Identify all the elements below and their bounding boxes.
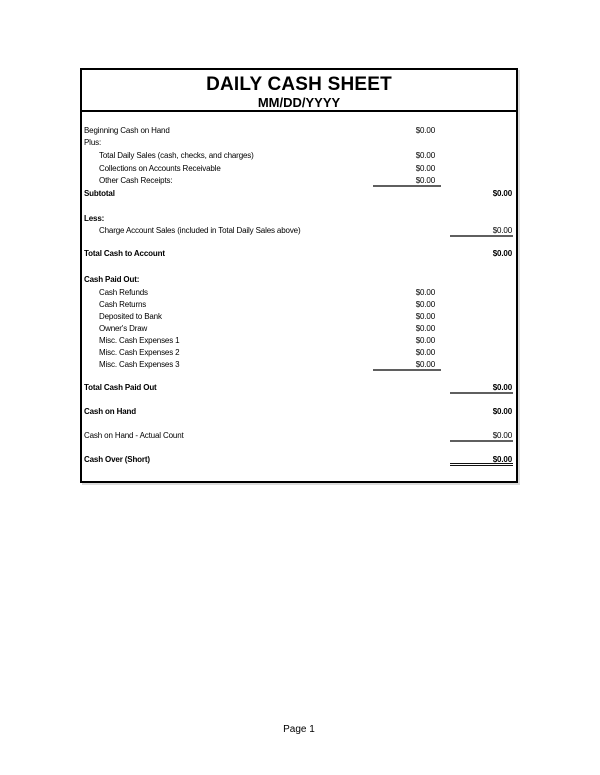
row-label: Less:: [84, 214, 105, 223]
form-body: [82, 112, 516, 481]
row-misc-cash-expenses-3: [82, 359, 516, 371]
row-cash-on-hand: [82, 406, 516, 418]
row-other-cash-receipts: [82, 175, 516, 187]
row-label: Cash on Hand: [84, 407, 136, 416]
row-label: Cash Over (Short): [84, 455, 150, 464]
row-label: Misc. Cash Expenses 3: [99, 360, 180, 369]
row-value: $0.00: [492, 249, 512, 258]
row-label: Total Cash Paid Out: [84, 383, 157, 392]
row-deposited-to-bank: [82, 311, 516, 323]
row-value: $0.00: [415, 312, 435, 321]
page-number: Page 1: [283, 724, 315, 735]
row-label: Cash on Hand - Actual Count: [84, 431, 184, 440]
row-value: $0.00: [415, 164, 435, 173]
row-cash-over-short: [82, 454, 516, 466]
row-value-underlined: $0.00: [450, 430, 513, 442]
row-value: $0.00: [415, 126, 435, 135]
row-value-underlined: $0.00: [373, 359, 441, 371]
row-value: $0.00: [415, 288, 435, 297]
row-label: Owner's Draw: [99, 324, 148, 333]
row-plus-heading: [82, 137, 516, 149]
row-total-cash-paid-out: [82, 382, 516, 394]
row-label: Misc. Cash Expenses 1: [99, 336, 180, 345]
row-charge-account-sales: [82, 225, 516, 237]
row-misc-cash-expenses-1: [82, 335, 516, 347]
row-label: Plus:: [84, 138, 102, 147]
row-label: Total Daily Sales (cash, checks, and charges): [99, 151, 254, 160]
row-label: Subtotal: [84, 189, 115, 198]
daily-cash-sheet-form: [80, 68, 518, 483]
row-value-double-underlined: $0.00: [450, 454, 513, 466]
row-label: Cash Paid Out:: [84, 275, 140, 284]
row-label: Other Cash Receipts:: [99, 176, 173, 185]
row-misc-cash-expenses-2: [82, 347, 516, 359]
row-label: Collections on Accounts Receivable: [99, 164, 221, 173]
row-label: Misc. Cash Expenses 2: [99, 348, 180, 357]
form-header: [82, 70, 516, 112]
row-cash-on-hand-actual-count: [82, 430, 516, 442]
date-placeholder: MM/DD/YYYY: [257, 95, 341, 110]
row-value: $0.00: [415, 300, 435, 309]
row-subtotal: [82, 188, 516, 200]
page-title: DAILY CASH SHEET: [206, 74, 392, 95]
row-label: Cash Returns: [99, 300, 147, 309]
row-cash-paid-out-heading: [82, 274, 516, 286]
row-label: Total Cash to Account: [84, 249, 165, 258]
row-owners-draw: [82, 323, 516, 335]
row-value: $0.00: [492, 407, 512, 416]
row-cash-returns: [82, 299, 516, 311]
row-total-daily-sales: [82, 150, 516, 162]
row-value: $0.00: [415, 151, 435, 160]
row-cash-refunds: [82, 287, 516, 299]
row-value-underlined: $0.00: [450, 225, 513, 237]
row-value: $0.00: [415, 336, 435, 345]
row-label: Cash Refunds: [99, 288, 148, 297]
row-label: Deposited to Bank: [99, 312, 162, 321]
row-less-heading: [82, 213, 516, 225]
row-collections-accounts-receivable: [82, 163, 516, 175]
row-label: Beginning Cash on Hand: [84, 126, 170, 135]
row-label: Charge Account Sales (included in Total Daily Sales above): [99, 226, 301, 235]
row-value-underlined: $0.00: [450, 382, 513, 394]
row-value-underlined: $0.00: [373, 175, 441, 187]
row-value: $0.00: [415, 324, 435, 333]
row-value: $0.00: [415, 348, 435, 357]
row-beginning-cash-on-hand: [82, 125, 516, 137]
row-value: $0.00: [492, 189, 512, 198]
row-total-cash-to-account: [82, 248, 516, 260]
